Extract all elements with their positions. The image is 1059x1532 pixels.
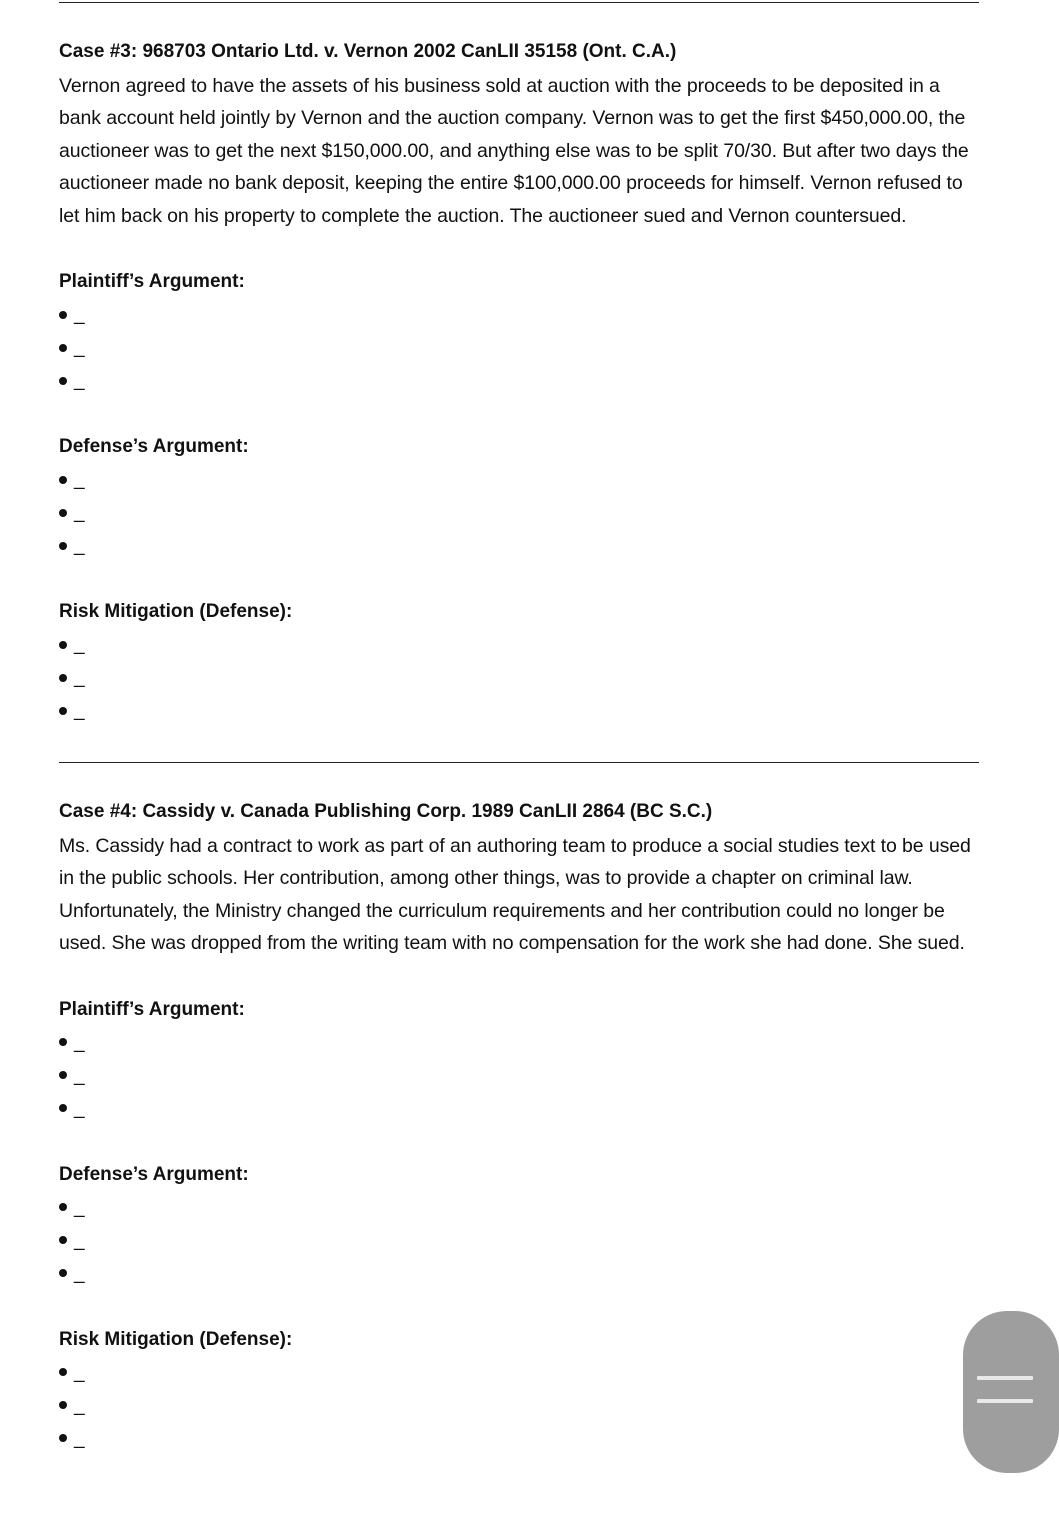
list-item	[59, 529, 979, 562]
list-item	[59, 1026, 979, 1059]
blank-answer: _	[74, 304, 85, 326]
blank-answer: _	[74, 634, 85, 656]
bullet-list	[59, 628, 979, 727]
bullet-icon	[59, 509, 67, 517]
risk-mitigation-section	[59, 1328, 979, 1455]
divider	[59, 762, 979, 763]
list-item	[59, 1389, 979, 1422]
section-title: Risk Mitigation (Defense):	[59, 601, 293, 623]
defense-argument-section	[59, 1163, 979, 1290]
blank-answer: _	[74, 469, 85, 491]
blank-answer: _	[74, 700, 85, 722]
bullet-icon	[59, 311, 67, 319]
list-item	[59, 331, 979, 364]
bullet-icon	[59, 674, 67, 682]
blank-answer: _	[74, 1064, 85, 1086]
list-item	[59, 1191, 979, 1224]
bullet-list	[59, 1026, 979, 1125]
list-item	[59, 1224, 979, 1257]
bullet-icon	[59, 1434, 67, 1442]
list-item	[59, 298, 979, 331]
bullet-icon	[59, 1203, 67, 1211]
blank-answer: _	[74, 370, 85, 392]
scroll-handle[interactable]	[963, 1311, 1059, 1473]
defense-argument-section	[59, 435, 979, 562]
list-item	[59, 1092, 979, 1125]
section-title: Defense’s Argument:	[59, 1163, 249, 1185]
section-title: Risk Mitigation (Defense):	[59, 1328, 293, 1350]
document-page	[59, 0, 979, 1455]
divider	[59, 2, 979, 3]
blank-answer: _	[74, 1262, 85, 1284]
blank-answer: _	[74, 502, 85, 524]
bullet-icon	[59, 1104, 67, 1112]
case-description: Vernon agreed to have the assets of his business sold at auction with the proceeds to be deposited in a bank account held jointly by Vernon and the auction company. Vernon was to get the first $450,000.00, the auctioneer was to get the next $150,000.00, and anything else was to be split 70/30. But after two days the auctioneer made no bank deposit, keeping the entire $100,000.00 proceeds for himself. Vernon refused to let him back on his property to complete the auction. The auctioneer sued and Vernon countersued.	[59, 75, 969, 227]
bullet-icon	[59, 542, 67, 550]
list-item	[59, 1257, 979, 1290]
bullet-icon	[59, 641, 67, 649]
list-item	[59, 463, 979, 496]
bullet-icon	[59, 344, 67, 352]
list-item	[59, 1059, 979, 1092]
blank-answer: _	[74, 1031, 85, 1053]
blank-answer: _	[74, 667, 85, 689]
list-item	[59, 1356, 979, 1389]
bullet-list	[59, 1356, 979, 1455]
bullet-icon	[59, 377, 67, 385]
list-item	[59, 496, 979, 529]
blank-answer: _	[74, 1229, 85, 1251]
blank-answer: _	[74, 1361, 85, 1383]
bullet-icon	[59, 1368, 67, 1376]
list-item	[59, 661, 979, 694]
section-title: Plaintiff’s Argument:	[59, 998, 245, 1020]
bullet-icon	[59, 707, 67, 715]
bullet-list	[59, 463, 979, 562]
list-item	[59, 1422, 979, 1455]
case-description: Ms. Cassidy had a contract to work as part of an authoring team to produce a social studies text to be used in the public schools. Her contribution, among other things, was to provide a chapter on criminal law. Unfortunately, the Ministry changed the curriculum requirements and her contribution could no longer be used. She was dropped from the writing team with no compensation for the work she had done. She sued.	[59, 835, 971, 955]
blank-answer: _	[74, 1394, 85, 1416]
blank-answer: _	[74, 337, 85, 359]
list-item	[59, 364, 979, 397]
bullet-icon	[59, 1038, 67, 1046]
risk-mitigation-section	[59, 600, 979, 727]
bullet-icon	[59, 1269, 67, 1277]
list-item	[59, 694, 979, 727]
plaintiff-argument-section	[59, 998, 979, 1125]
bullet-icon	[59, 1401, 67, 1409]
plaintiff-argument-section	[59, 270, 979, 397]
section-title: Plaintiff’s Argument:	[59, 271, 245, 293]
case-title: Case #3: 968703 Ontario Ltd. v. Vernon 2002 CanLII 35158 (Ont. C.A.)	[59, 41, 677, 62]
list-item	[59, 628, 979, 661]
bullet-icon	[59, 476, 67, 484]
case-title: Case #4: Cassidy v. Canada Publishing Corp. 1989 CanLII 2864 (BC S.C.)	[59, 801, 713, 823]
blank-answer: _	[74, 1427, 85, 1449]
bullet-list	[59, 298, 979, 397]
blank-answer: _	[74, 1196, 85, 1218]
case-3	[59, 40, 979, 727]
blank-answer: _	[74, 535, 85, 557]
blank-answer: _	[74, 1097, 85, 1119]
section-title: Defense’s Argument:	[59, 436, 249, 458]
bullet-list	[59, 1191, 979, 1290]
bullet-icon	[59, 1236, 67, 1244]
bullet-icon	[59, 1071, 67, 1079]
case-4	[59, 800, 979, 1455]
